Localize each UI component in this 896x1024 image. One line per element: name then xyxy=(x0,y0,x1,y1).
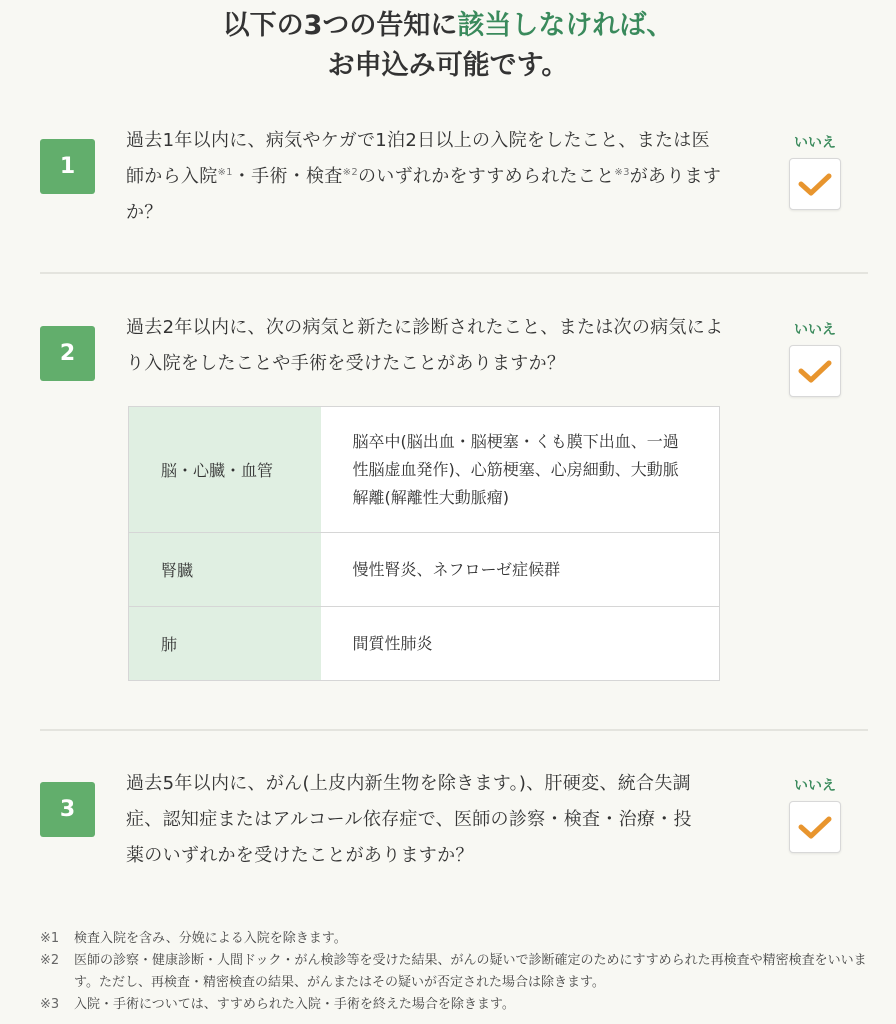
answer-no xyxy=(788,321,842,397)
check-mark-icon xyxy=(797,814,833,840)
page-title xyxy=(0,6,896,86)
disease-cell: 脳卒中(脳出血・脳梗塞・くも膜下出血、一過性脳虚血発作)、心筋梗塞、心房細動、大動脈解離(解離性大動脈瘤) xyxy=(321,407,720,533)
disease-cell: 慢性腎炎、ネフローゼ症候群 xyxy=(321,533,720,607)
organ-cell: 腎臓 xyxy=(129,533,321,607)
answer-label: いいえ xyxy=(794,322,836,338)
footnote xyxy=(40,994,870,1016)
answer-no xyxy=(788,777,842,853)
answer-checkbox[interactable] xyxy=(789,345,841,397)
answer-checkbox[interactable] xyxy=(789,801,841,853)
table-row xyxy=(129,407,720,533)
footnote-mark: ※1 xyxy=(40,931,60,946)
title-line1-accent: 該当しなければ、 xyxy=(457,10,674,41)
title-line2: お申込み可能です。 xyxy=(327,50,569,81)
footnote xyxy=(40,950,870,994)
title-line1-prefix: 以下の3つの告知に xyxy=(222,10,458,41)
footnote-text: 入院・手術については、すすめられた入院・手術を終えた場合を除きます。 xyxy=(74,997,515,1012)
question-number-badge: 2 xyxy=(40,326,95,381)
organ-cell: 肺 xyxy=(129,607,321,681)
footnote-text: 医師の診察・健康診断・人間ドック・がん検診等を受けた結果、がんの疑いで診断確定のためにすすめられた再検査や精密検査をいいます。ただし、再検査・精密検査の結果、がんまたはその疑いが否定された場合は除きます。 xyxy=(74,953,867,990)
divider xyxy=(40,729,868,731)
table-row xyxy=(129,533,720,607)
divider xyxy=(40,272,868,274)
answer-label: いいえ xyxy=(794,135,836,151)
table-row xyxy=(129,607,720,681)
footnote-text: 検査入院を含み、分娩による入院を除きます。 xyxy=(74,931,347,946)
check-mark-icon xyxy=(797,358,833,384)
question-number-badge: 3 xyxy=(40,782,95,837)
footnote-ref: ※2 xyxy=(342,167,358,178)
disease-cell: 間質性肺炎 xyxy=(352,633,433,653)
organ-cell: 脳・心臓・血管 xyxy=(129,407,321,533)
check-mark-icon xyxy=(797,171,833,197)
footnote-ref: ※3 xyxy=(614,167,630,178)
question-number-badge: 1 xyxy=(40,139,95,194)
footnote-mark: ※2 xyxy=(40,953,60,968)
footnote-ref: ※1 xyxy=(217,167,233,178)
question-text: 過去5年以内に、がん(上皮内新生物を除きます。)、肝硬変、統合失調症、認知症またはアルコール依存症で、医師の診察・検査・治療・投薬のいずれかを受けたことがありますか？ xyxy=(126,773,692,866)
answer-checkbox[interactable] xyxy=(789,158,841,210)
disease-table xyxy=(128,406,720,681)
answer-no xyxy=(788,134,842,210)
question-text: 過去1年以内に、病気やケガで1泊2日以上の入院をしたこと、または医師から入院$^{※1}$・手術・検査$^{※2}$のいずれかをすすめられたこと$^{※3}$がありますか？ xyxy=(126,130,722,223)
footnote-mark: ※3 xyxy=(40,997,60,1012)
answer-label: いいえ xyxy=(794,778,836,794)
footnotes xyxy=(40,928,870,1016)
question-text: 過去2年以内に、次の病気と新たに診断されたこと、または次の病気により入院をしたことや手術を受けたことがありますか？ xyxy=(126,317,724,374)
footnote xyxy=(40,928,870,950)
